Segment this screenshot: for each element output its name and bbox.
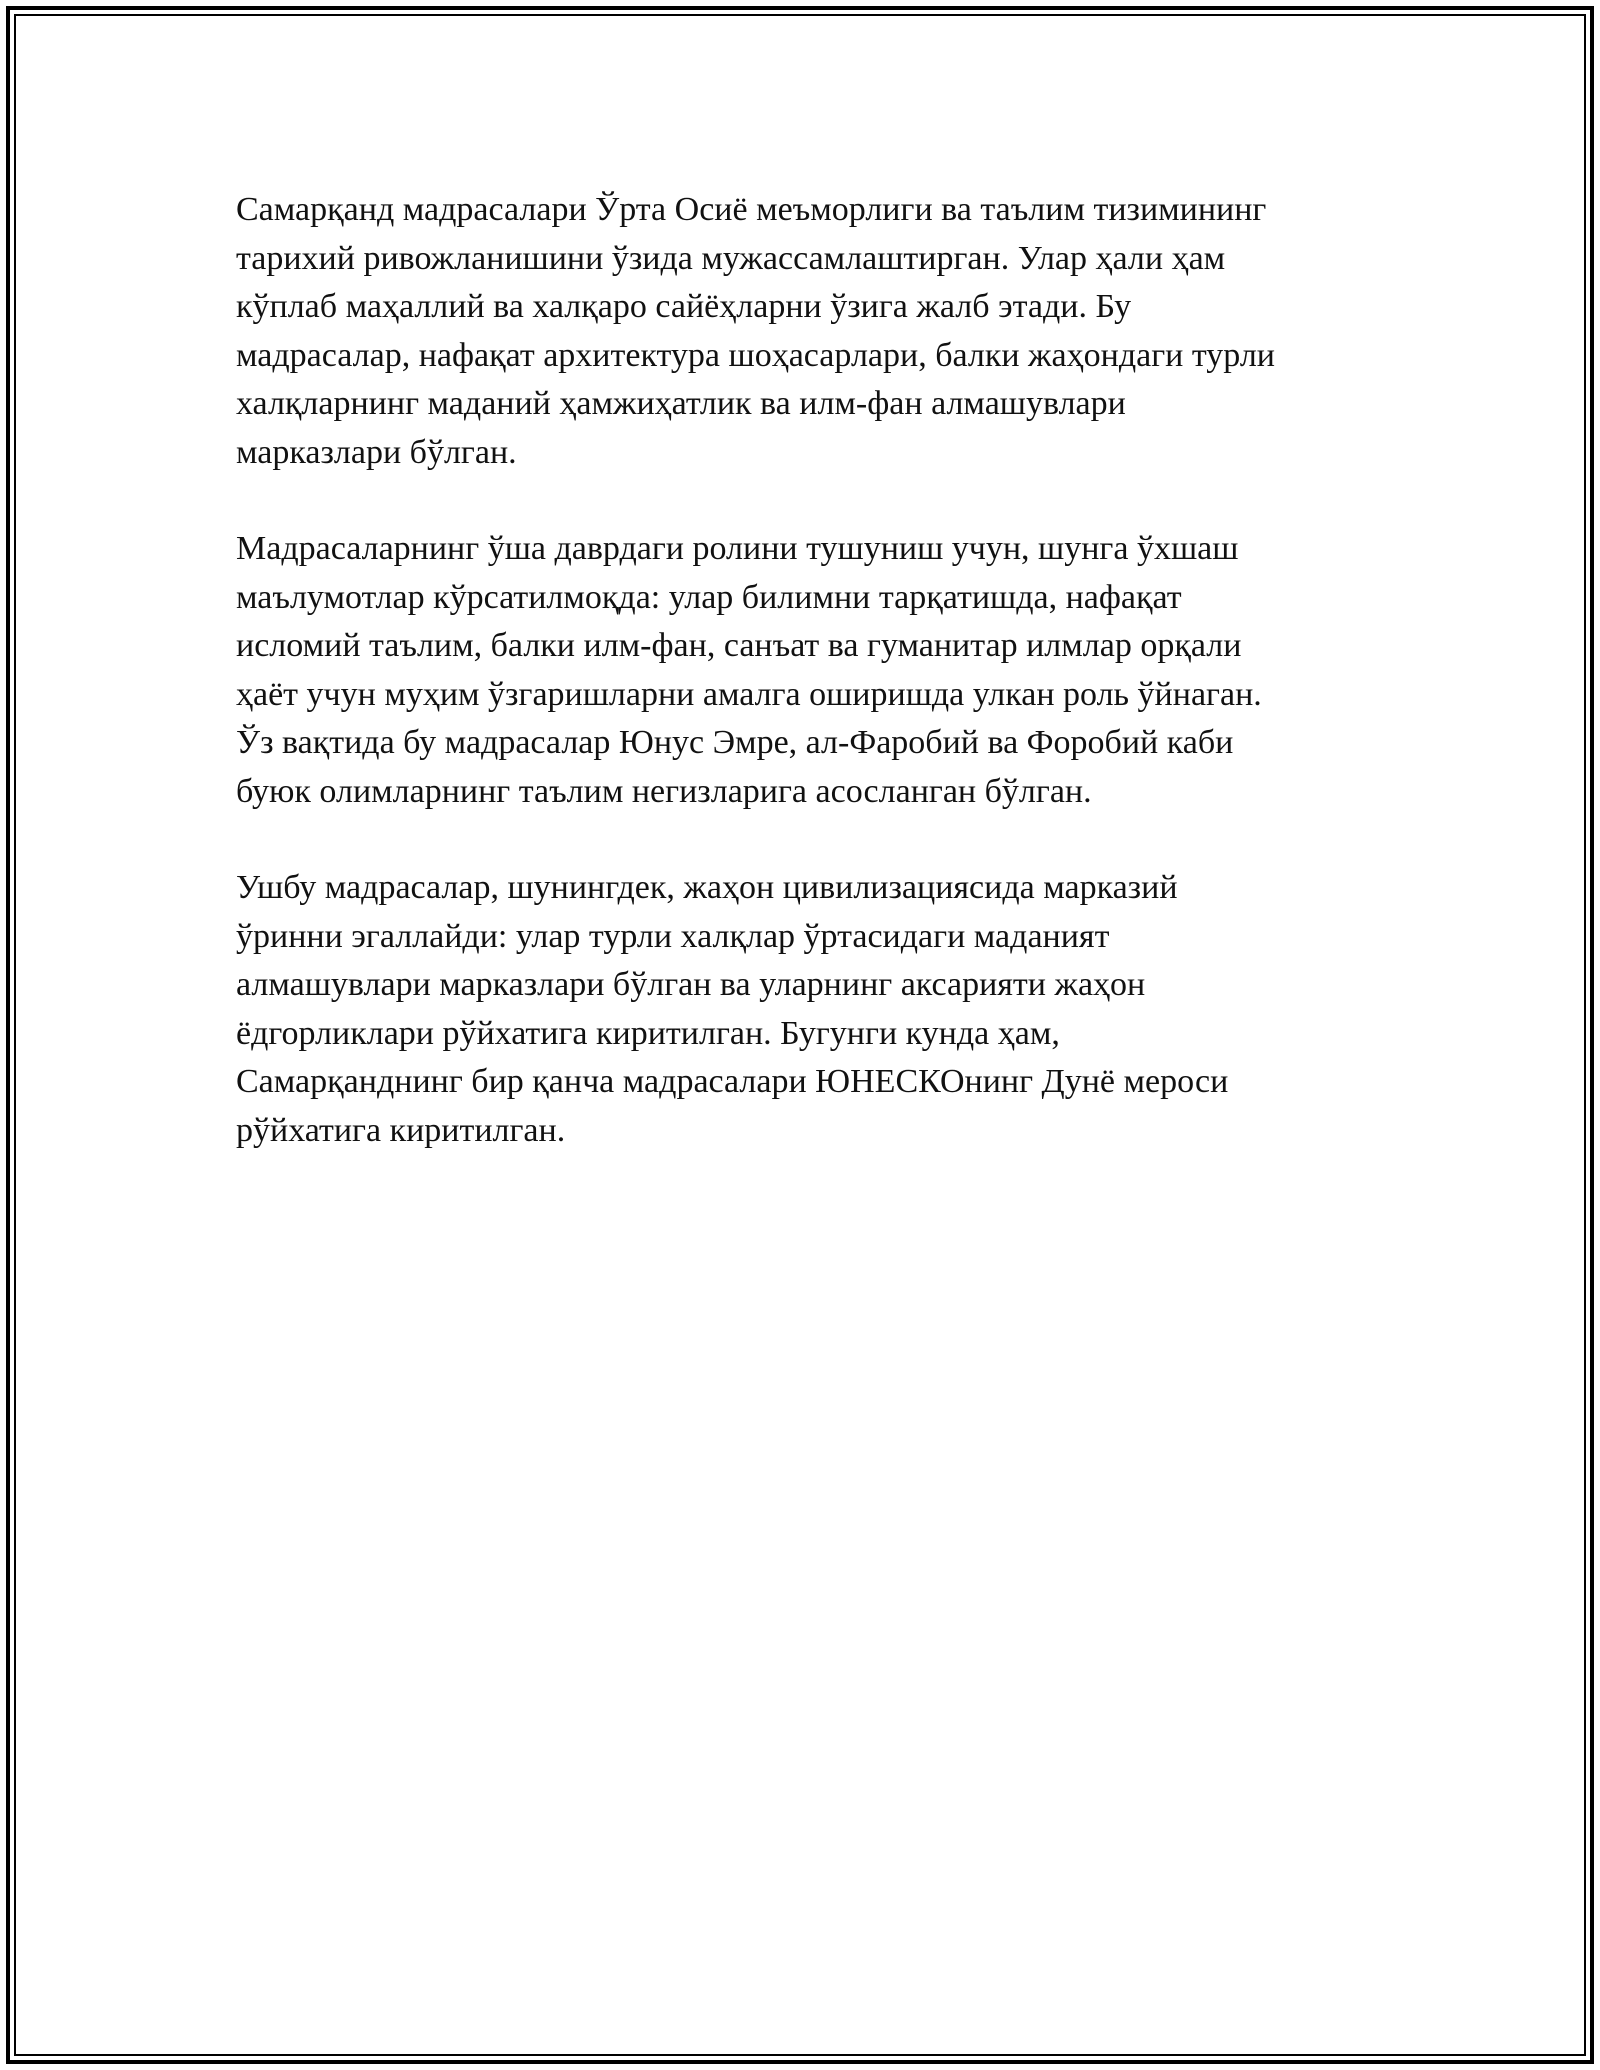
document-body	[236, 186, 1366, 1203]
paragraph-2: Мадрасаларнинг ўша даврдаги ролини тушуниш учун, шунга ўхшаш маълумотлар кўрсатилмоқда: улар билимни тарқатишда, нафақат исломий таълим, балки илм-фан, санъат ва гуманитар илмлар орқали ҳаёт учун муҳим ўзгаришларни амалга оширишда улкан роль ўйнаган. Ўз вақтида бу мадрасалар Юнус Эмре, ал-Фаробий ва Форобий каби буюк олимларнинг таълим негизларига асосланган бўлган.	[236, 530, 1262, 810]
paragraph-1: Самарқанд мадрасалари Ўрта Осиё меъморлиги ва таълим тизимининг тарихий ривожланишини ўзида мужассамлаштирган. Улар ҳали ҳам кўплаб маҳаллий ва халқаро сайёҳларни ўзига жалб этади. Бу мадрасалар, нафақат архитектура шоҳасарлари, балки жаҳондаги турли халқларнинг маданий ҳамжиҳатлик ва илм-фан алмашувлари марказлари бўлган.	[236, 191, 1275, 471]
paragraph-3: Ушбу мадрасалар, шунингдек, жаҳон цивилизациясида марказий ўринни эгаллайди: улар турли халқлар ўртасидаги маданият алмашувлари марказлари бўлган ва уларнинг аксарияти жаҳон ёдгорликлари рўйхатига киритилган. Бугунги кунда ҳам, Самарқанднинг бир қанча мадрасалари ЮНЕСКОнинг Дунё мероси рўйхатига киритилган.	[236, 869, 1229, 1149]
